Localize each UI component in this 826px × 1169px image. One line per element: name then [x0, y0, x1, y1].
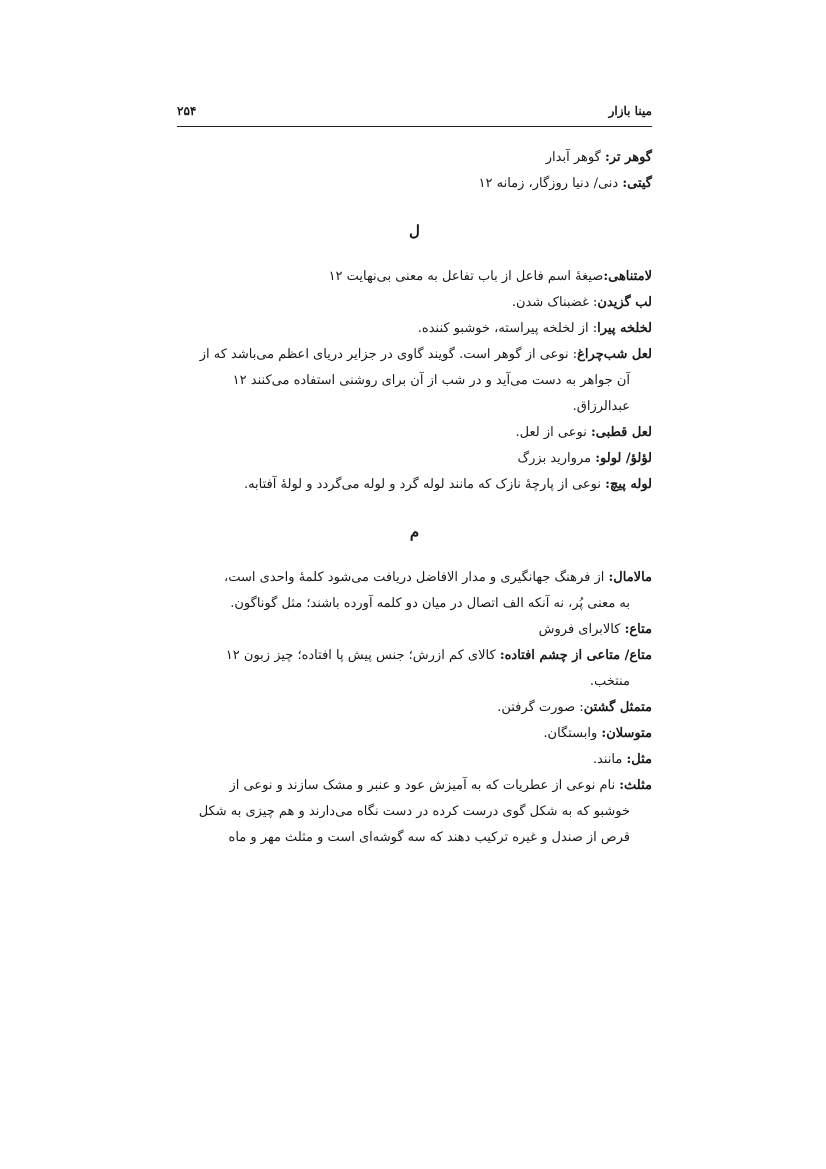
entry-term: متاع: [624, 622, 652, 637]
glossary-entry [177, 643, 652, 695]
entry-term: مثلث: [619, 778, 652, 793]
entry-continuation: عبدالرزاق. [572, 399, 630, 414]
entry-definition: نوعی از لعل. [515, 425, 591, 440]
glossary-body [177, 145, 652, 851]
entry-definition: نوعی از پارچهٔ نازک که مانند لوله گرد و لوله می‌گردد و لولهٔ آفتابه. [243, 477, 606, 492]
entry-term: متمثل گشتن [583, 700, 652, 715]
entry-definition: : صورت گرفتن. [497, 700, 584, 715]
page-number: ۲۵۴ [177, 104, 197, 118]
glossary-entry [177, 747, 652, 773]
entry-term: لوله پیچ: [605, 477, 652, 492]
section-letter-lam: ل [409, 222, 420, 240]
glossary-entry [177, 171, 652, 197]
entry-definition: کالای کم ازرش؛ جنس پیش پا افتاده؛ چیز زبون ۱۲ [225, 648, 500, 663]
entry-definition: : از لخلخه پیراسته، خوشبو کننده. [417, 321, 598, 336]
running-header [177, 100, 652, 127]
entry-definition: : نوعی از گوهر است. گویند گاوی در جزایر دریای اعظم می‌باشد که از [199, 347, 578, 362]
entry-term: لب گزیدن [597, 295, 652, 310]
entry-term: گیتی: [622, 176, 652, 191]
entry-continuation: قرص از صندل و غیره ترکیب دهند که سه گوشه‌ای است و مثلث مهر و ماه [228, 830, 630, 845]
entry-definition: مروارید بزرگ [517, 451, 596, 466]
glossary-entry [177, 342, 652, 420]
entry-term: گوهر تر: [604, 150, 652, 165]
entry-continuation: به معنی پُر، نه آنکه الف اتصال در میان دو کلمه آورده باشند؛ مثل گوناگون. [230, 596, 630, 611]
entry-term: لخلخه پیرا [597, 321, 652, 336]
entry-definition: وابستگان. [543, 726, 602, 741]
glossary-entry [177, 145, 652, 171]
entry-definition: : غضبناک شدن. [511, 295, 598, 310]
entry-definition: از فرهنگ جهانگیری و مدار الافاضل دریافت می‌شود کلمهٔ واحدی است، [224, 570, 609, 585]
entry-term: لعل شب‌چراغ [577, 347, 652, 362]
entry-definition: صیغهٔ اسم فاعل از باب تفاعل به معنی بی‌نهایت ۱۲ [328, 269, 604, 284]
glossary-entry [177, 316, 652, 342]
glossary-entry [177, 420, 652, 446]
glossary-entry [177, 617, 652, 643]
section-letter-mim: م [409, 523, 420, 541]
glossary-entry [177, 264, 652, 290]
entry-continuation: منتخب. [589, 674, 630, 689]
glossary-entry [177, 446, 652, 472]
entry-continuation: خوشبو که به شکل گوی درست کرده در دست نگاه می‌دارند و هم چیزی به شکل [198, 804, 630, 819]
entry-term: مثل: [626, 752, 652, 767]
entry-definition: نام نوعی از عطریات که به آمیزش عود و عنبر و مشک سازند و نوعی از [229, 778, 620, 793]
entry-term: متوسلان: [601, 726, 652, 741]
entry-definition: مانند. [592, 752, 627, 767]
entry-term: مالامال: [608, 570, 652, 585]
glossary-entry [177, 721, 652, 747]
glossary-entry [177, 695, 652, 721]
entry-term: لامتناهی: [603, 269, 652, 284]
entry-continuation: آن جواهر به دست می‌آید و در شب از آن برای روشنی استفاده می‌کنند ۱۲ [232, 373, 630, 388]
entry-term: متاع/ متاعی از چشم افتاده: [499, 648, 652, 663]
entry-definition: گوهر آبدار [545, 150, 605, 165]
entry-term: لعل قطبی: [590, 425, 652, 440]
glossary-entry [177, 290, 652, 316]
book-title: مینا بازار [608, 104, 652, 118]
glossary-entry [177, 565, 652, 617]
glossary-entry [177, 472, 652, 498]
entry-definition: دنی/ دنیا روزگار، زمانه ۱۲ [478, 176, 623, 191]
entry-definition: کالابرای فروش [538, 622, 625, 637]
glossary-entry [177, 773, 652, 851]
entry-term: لؤلؤ/ لولو: [595, 451, 652, 466]
